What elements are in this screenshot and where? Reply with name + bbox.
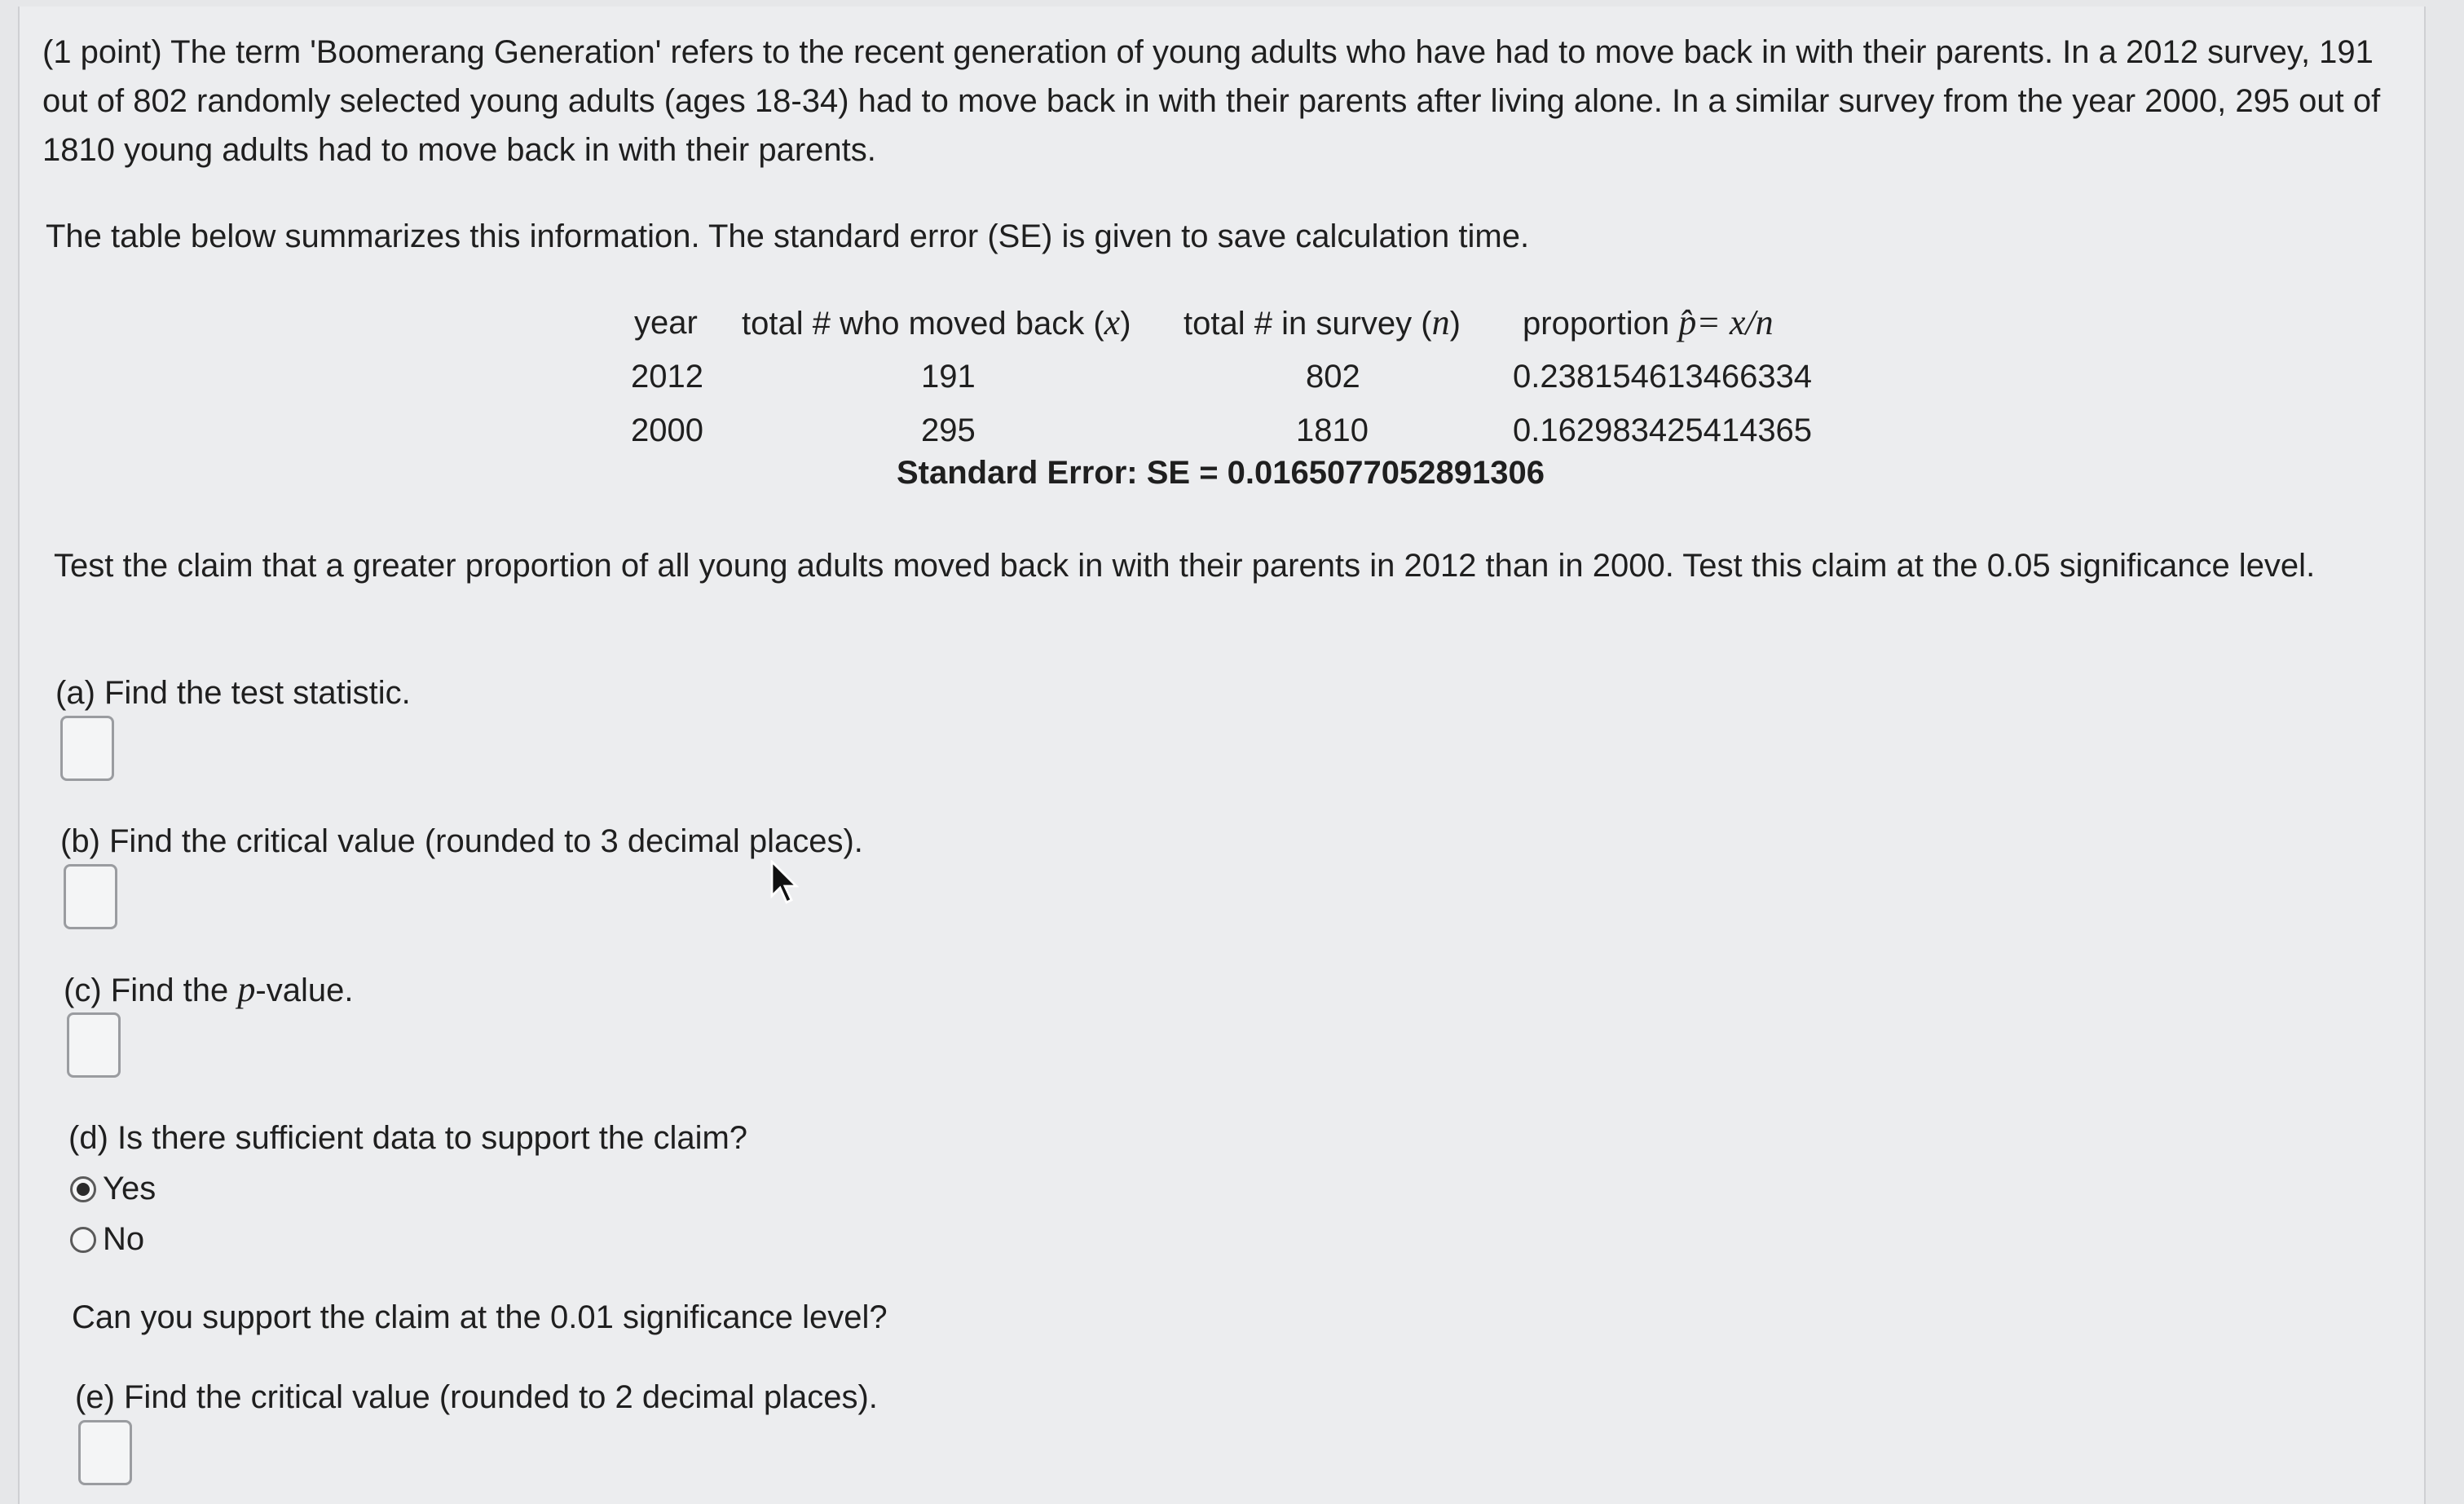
radio-yes[interactable] <box>70 1176 96 1202</box>
header-moved-back: total # who moved back (x) <box>742 302 1131 342</box>
row-2000-proportion: 0.162983425414365 <box>1513 412 1813 448</box>
question-e: (e) Find the critical value (rounded to 2 decimal places). <box>75 1379 878 1415</box>
answer-e-input[interactable] <box>78 1420 132 1485</box>
answer-b-input[interactable] <box>64 864 117 929</box>
question-d: (d) Is there sufficient data to support the claim? <box>68 1120 748 1156</box>
problem-page <box>18 7 2426 1504</box>
answer-c-input[interactable] <box>67 1012 121 1078</box>
row-2000-moved: 295 <box>921 412 976 448</box>
header-proportion: proportion p̂= x/n <box>1523 302 1774 342</box>
question-b: (b) Find the critical value (rounded to 3 decimal places). <box>60 823 863 859</box>
standard-error: Standard Error: SE = 0.0165077052891306 <box>897 455 1545 491</box>
problem-intro: (1 point) The term 'Boomerang Generation' refers to the recent generation of young adults who have had to move back in with their parents. In a 2012 survey, 191 out of 802 randomly selected young adults (ages 18-34) had to move back in with their parents after living alone. In a similar survey from the year 2000, 295 out of 1810 young adults had to move back in with their parents. <box>42 34 2381 168</box>
question-a: (a) Find the test statistic. <box>55 675 411 711</box>
summary-table <box>20 298 2424 461</box>
row-2000-year: 2000 <box>631 412 703 448</box>
question-c: (c) Find the p-value. <box>64 969 354 1009</box>
support-question: Can you support the claim at the 0.01 significance level? <box>72 1299 888 1335</box>
radio-no[interactable] <box>70 1227 96 1253</box>
row-2012-moved: 191 <box>921 359 976 395</box>
option-yes[interactable]: Yes <box>70 1164 156 1213</box>
mouse-cursor-icon <box>770 860 803 906</box>
option-no[interactable]: No <box>70 1215 144 1264</box>
row-2012-year: 2012 <box>631 359 703 395</box>
header-total-survey: total # in survey (n) <box>1184 302 1461 342</box>
claim-text: Test the claim that a greater proportion of all young adults moved back in with their parents in 2012 than in 2000. Test this claim at the 0.05 significance level. <box>54 548 2316 584</box>
answer-a-input[interactable] <box>60 716 114 781</box>
row-2012-proportion: 0.238154613466334 <box>1513 359 1813 395</box>
row-2012-total: 802 <box>1306 359 1360 395</box>
table-summary-text: The table below summarizes this information. The standard error (SE) is given to save calculation time. <box>46 218 1530 254</box>
row-2000-total: 1810 <box>1296 412 1369 448</box>
header-year: year <box>634 305 698 341</box>
